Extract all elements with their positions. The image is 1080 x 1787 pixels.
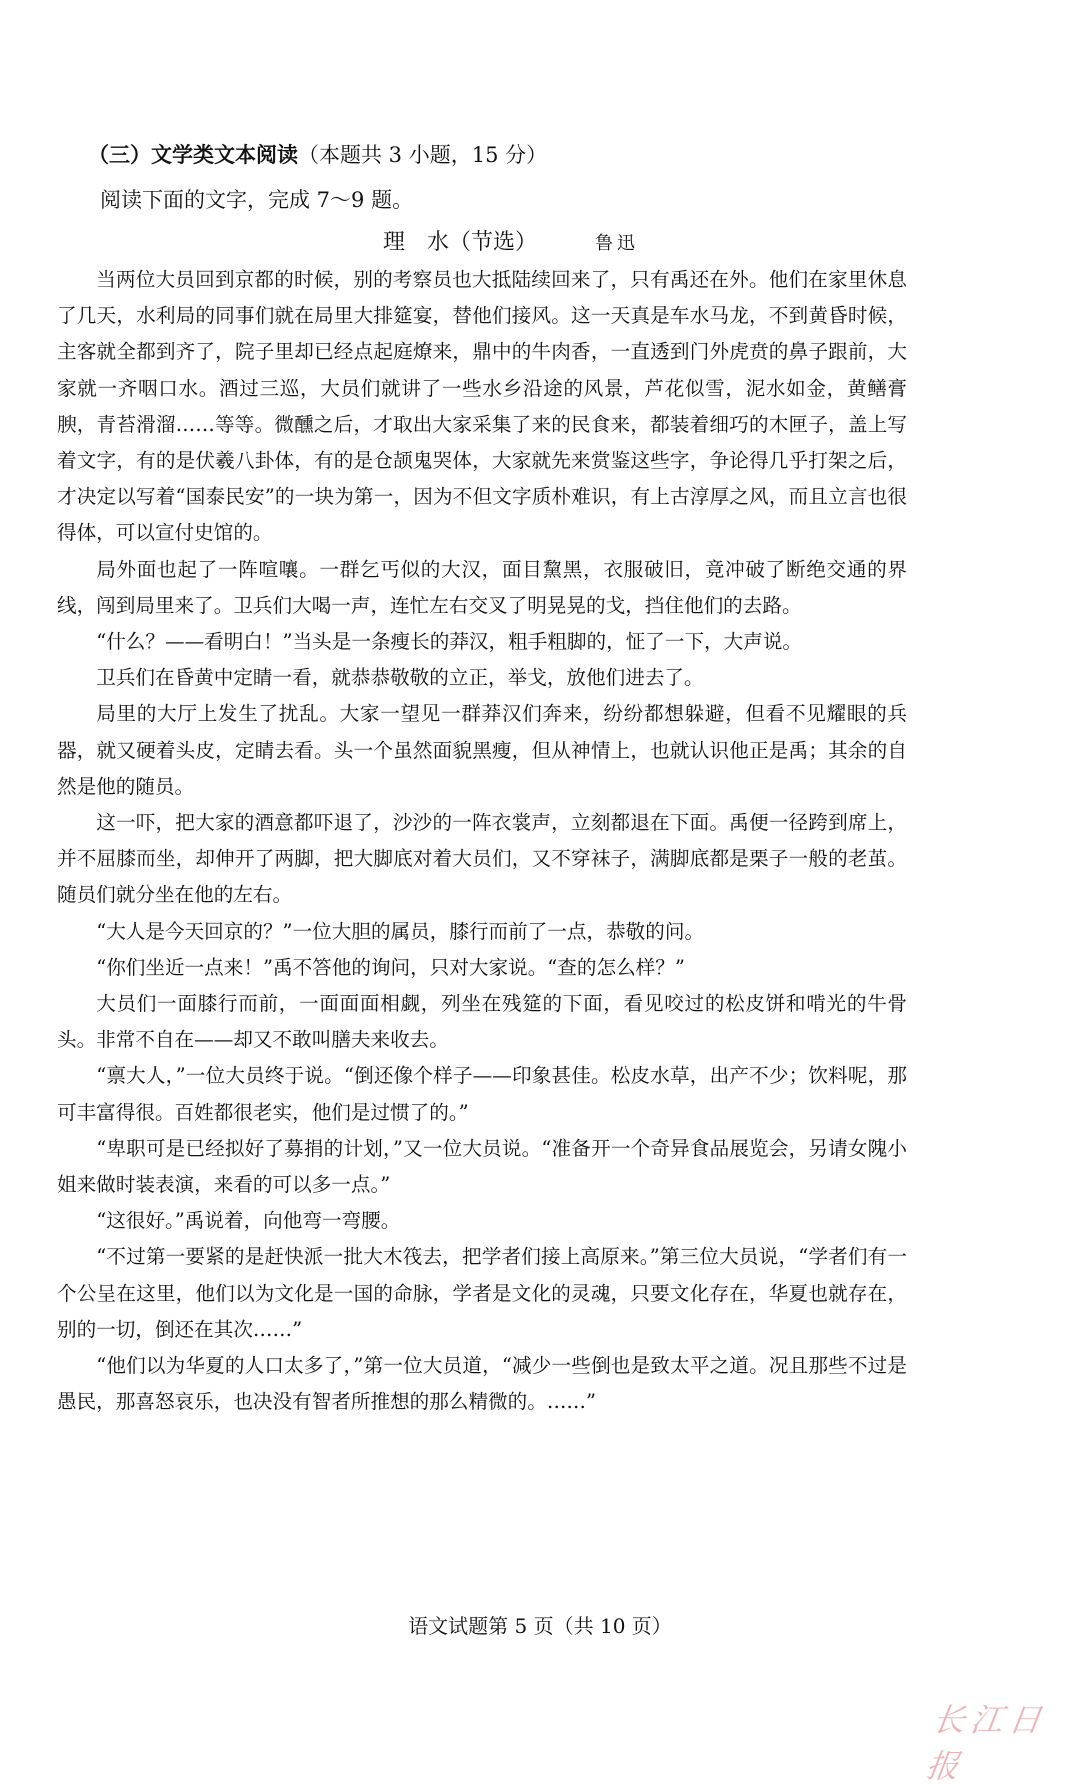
paragraph: “卑职可是已经拟好了募捐的计划，”又一位大员说。“准备开一个奇异食品展览会，另请女隗小姐来做时装表演，来看的可以多一点。” [57, 1136, 907, 1197]
paragraph: “他们以为华夏的人口太多了，”第一位大员道，“减少一些倒也是致太平之道。况且那些不过是愚民，那喜怒哀乐，也决没有智者所推想的那么精微的。……” [57, 1354, 907, 1414]
passage-title-line [383, 228, 639, 259]
paragraph: “什么？——看明白！”当头是一条瘦长的莽汉，粗手粗脚的，怔了一下，大声说。 [96, 630, 803, 654]
passage-body [57, 262, 907, 1421]
paragraph: 这一吓，把大家的酒意都吓退了，沙沙的一阵衣裳声，立刻都退在下面。禹便一径跨到席上，并不屈膝而坐，却伸开了两脚，把大脚底对着大员们，又不穿袜子，满脚底都是栗子一般的老茧。随员们就分坐在他的左右。 [57, 811, 907, 907]
paragraph: 当两位大员回到京都的时候，别的考察员也大抵陆续回来了，只有禹还在外。他们在家里休息了几天，水利局的同事们就在局里大排筵宴，替他们接风。这一天真是车水马龙，不到黄昏时候，主客就全都到齐了，院子里却已经点起庭燎来，鼎中的牛肉香，一直透到门外虎贲的鼻子跟前，大家就一齐咽口水。酒过三巡，大员们就讲了一些水乡沿途的风景，芦花似雪，泥水如金，黄鳝膏腴，青苔滑溜……等等。微醺之后，才取出大家采集了来的民食来，都装着细巧的木匣子，盖上写着文字，有的是伏羲八卦体，有的是仓颉鬼哭体，大家就先来赏鉴这些字，争论得几乎打架之后，才决定以写着“国泰民安”的一块为第一，因为不但文字质朴难识，有上古淳厚之风，而且立言也很得体，可以宣付史馆的。 [57, 268, 907, 545]
passage-title: 理 水（节选） [383, 230, 538, 255]
paragraph: 局外面也起了一阵喧嚷。一群乞丐似的大汉，面目黧黑，衣服破旧，竟冲破了断绝交通的界线，闯到局里来了。卫兵们大喝一声，连忙左右交叉了明晃晃的戈，挡住他们的去路。 [57, 557, 907, 617]
paragraph: 大员们一面膝行而前，一面面面相觑，列坐在残筵的下面，看见咬过的松皮饼和啃光的牛骨头。非常不自在——却又不敢叫膳夫来收去。 [57, 992, 907, 1052]
page-footer: 语文试题第 5 页（共 10 页） [408, 1614, 672, 1638]
paragraph: 卫兵们在昏黄中定睛一看，就恭恭敬敬的立正，举戈，放他们进去了。 [96, 666, 704, 690]
paragraph: “你们坐近一点来！”禹不答他的询问，只对大家说。“查的怎么样？” [96, 955, 685, 979]
reading-instruction: 阅读下面的文字，完成 7～9 题。 [100, 188, 414, 212]
newspaper-watermark: 长江日报 [923, 1701, 1050, 1785]
section-heading [88, 140, 547, 170]
paragraph: “这很好。”禹说着，向他弯一弯腰。 [96, 1209, 401, 1233]
paragraph: “大人是今天回京的？”一位大胆的属员，膝行而前了一点，恭敬的问。 [96, 919, 705, 943]
paragraph: “不过第一要紧的是赶快派一批大木筏去，把学者们接上高原来。”第三位大员说，“学者们有一个公呈在这里，他们以为文化是一国的命脉，学者是文化的灵魂，只要文化存在，华夏也就存在，别的一切，倒还在其次……” [57, 1245, 907, 1341]
section-heading-note: （本题共 3 小题，15 分） [298, 143, 548, 167]
passage-author: 鲁迅 [595, 233, 640, 254]
section-heading-label: （三）文学类文本阅读 [88, 142, 298, 167]
paragraph: “禀大人，”一位大员终于说。“倒还像个样子——印象甚佳。松皮水草，出产不少；饮料呢，那可丰富得很。百姓都很老实，他们是过惯了的。” [57, 1064, 907, 1124]
paragraph: 局里的大厅上发生了扰乱。大家一望见一群莽汉们奔来，纷纷都想躲避，但看不见耀眼的兵器，就又硬着头皮，定睛去看。头一个虽然面貌黑瘦，但从神情上，也就认识他正是禹；其余的自然是他的随员。 [57, 702, 907, 798]
